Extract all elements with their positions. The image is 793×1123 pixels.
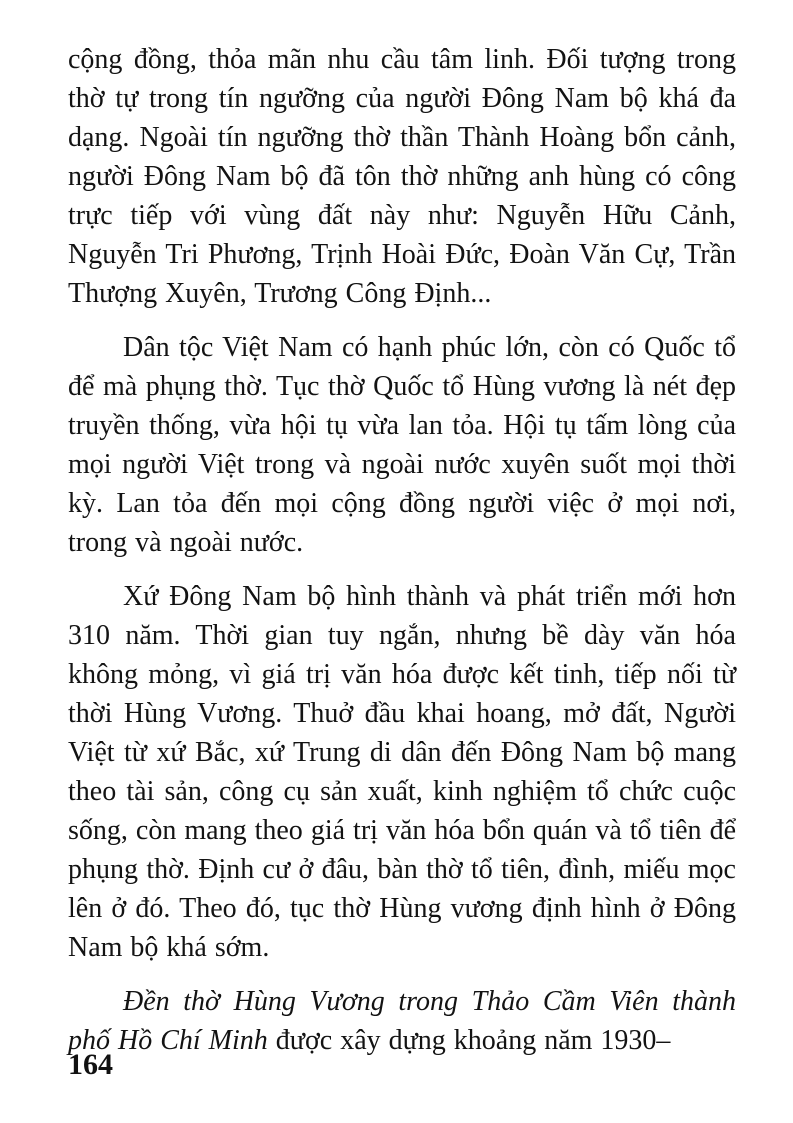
paragraph-1: cộng đồng, thỏa mãn nhu cầu tâm linh. Đối tượng trong thờ tự trong tín ngưỡng của người Đông Nam bộ khá đa dạng. Ngoài tín ngưỡng thờ thần Thành Hoàng bổn cảnh, người Đông Nam bộ đã tôn thờ những anh hùng có công trực tiếp với vùng đất này như: Nguyễn Hữu Cảnh, Nguyễn Tri Phương, Trịnh Hoài Đức, Đoàn Văn Cự, Trần Thượng Xuyên, Trương Công Định... [68, 44, 736, 309]
text-block [68, 40, 736, 1075]
paragraph-4 [68, 982, 736, 1060]
paragraph-4-italic-segment: Đền thờ Hùng Vương trong Thảo Cầm Viên thành phố Hồ Chí Minh [68, 986, 736, 1056]
paragraph-4-regular-segment: được xây dựng khoảng năm 1930– [275, 1025, 671, 1056]
paragraph-2: Dân tộc Việt Nam có hạnh phúc lớn, còn có Quốc tổ để mà phụng thờ. Tục thờ Quốc tổ Hùng vương là nét đẹp truyền thống, vừa hội tụ vừa lan tỏa. Hội tụ tấm lòng của mọi người Việt trong và ngoài nước xuyên suốt mọi thời kỳ. Lan tỏa đến mọi cộng đồng người việc ở mọi nơi, trong và ngoài nước. [68, 332, 736, 558]
paragraph-3: Xứ Đông Nam bộ hình thành và phát triển mới hơn 310 năm. Thời gian tuy ngắn, nhưng bề dày văn hóa không mỏng, vì giá trị văn hóa được kết tinh, tiếp nối từ thời Hùng Vương. Thuở đầu khai hoang, mở đất, Người Việt từ xứ Bắc, xứ Trung di dân đến Đông Nam bộ mang theo tài sản, công cụ sản xuất, kinh nghiệm tổ chức cuộc sống, còn mang theo giá trị văn hóa bổn quán và tổ tiên để phụng thờ. Định cư ở đâu, bàn thờ tổ tiên, đình, miếu mọc lên ở đó. Theo đó, tục thờ Hùng vương định hình ở Đông Nam bộ khá sớm. [68, 581, 736, 963]
page-number: 164 [68, 1048, 113, 1081]
